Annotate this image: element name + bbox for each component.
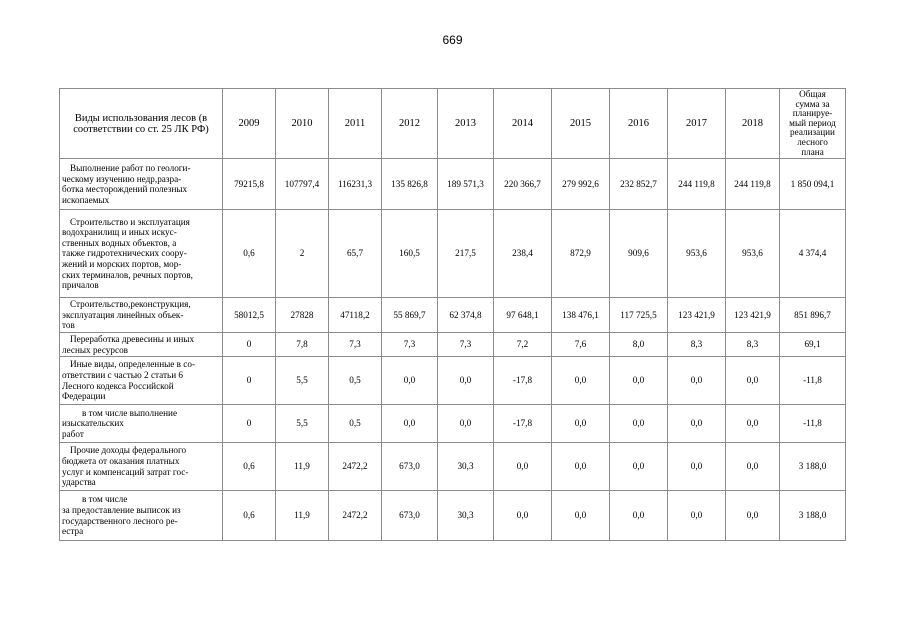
row-label-line: государственного лесного ре- — [62, 515, 178, 526]
row-total-cell: 4 374,4 — [780, 210, 846, 298]
value-cell: 97 648,1 — [494, 298, 552, 333]
value-cell: 189 571,3 — [438, 159, 494, 210]
value-cell: 217,5 — [438, 210, 494, 298]
header-total-line: Общая — [799, 89, 826, 99]
value-cell: 0,0 — [668, 405, 726, 443]
row-label — [60, 210, 223, 298]
row-label-line: эксплуатация линейных объек- — [62, 309, 184, 320]
table-row — [60, 210, 846, 298]
value-cell: 0 — [223, 357, 276, 405]
value-cell: 116231,3 — [329, 159, 382, 210]
value-cell: 279 992,6 — [552, 159, 610, 210]
value-cell: 0,0 — [438, 405, 494, 443]
value-cell: 160,5 — [382, 210, 438, 298]
row-label-line: тов — [62, 320, 75, 331]
value-cell: 138 476,1 — [552, 298, 610, 333]
value-cell: 107797,4 — [276, 159, 329, 210]
value-cell: 123 421,9 — [726, 298, 780, 333]
value-cell: 5,5 — [276, 405, 329, 443]
value-cell: 0,0 — [382, 405, 438, 443]
row-label — [60, 357, 223, 405]
value-cell: 0,0 — [552, 357, 610, 405]
row-label-line: ственных водных объектов, а — [62, 237, 177, 248]
row-total-cell: -11,8 — [780, 405, 846, 443]
row-total-cell: 851 896,7 — [780, 298, 846, 333]
row-label-line: в том числе выполнение — [82, 407, 178, 418]
table-row — [60, 491, 846, 541]
value-cell: 0,0 — [726, 443, 780, 491]
value-cell: 2472,2 — [329, 443, 382, 491]
row-label — [60, 159, 223, 210]
row-label-line: ответствии с частью 2 статьи 6 — [62, 370, 184, 381]
value-cell: 2 — [276, 210, 329, 298]
value-cell: 65,7 — [329, 210, 382, 298]
row-label-line: бюджета от оказания платных — [62, 456, 180, 467]
value-cell: 953,6 — [668, 210, 726, 298]
row-label-line: Выполнение работ по геологи- — [70, 162, 191, 173]
value-cell: 0 — [223, 333, 276, 357]
value-cell: 953,6 — [726, 210, 780, 298]
column-header-year: 2013 — [438, 89, 494, 159]
value-cell: 30,3 — [438, 443, 494, 491]
value-cell: 30,3 — [438, 491, 494, 541]
row-total-cell: 3 188,0 — [780, 491, 846, 541]
value-cell: 0,0 — [668, 491, 726, 541]
page-number: 669 — [442, 33, 463, 47]
value-cell: -17,8 — [494, 357, 552, 405]
value-cell: 8,3 — [726, 333, 780, 357]
row-label — [60, 405, 223, 443]
value-cell: 8,0 — [610, 333, 668, 357]
forest-use-income-table — [59, 88, 846, 541]
value-cell: 0,0 — [610, 405, 668, 443]
row-label-line: лесных ресурсов — [62, 344, 129, 355]
value-cell: 244 119,8 — [726, 159, 780, 210]
value-cell: 0,5 — [329, 405, 382, 443]
value-cell: 909,6 — [610, 210, 668, 298]
row-label-line: в том числе — [82, 494, 128, 505]
row-total-cell: 1 850 094,1 — [780, 159, 846, 210]
value-cell: 7,8 — [276, 333, 329, 357]
value-cell: 0,0 — [552, 405, 610, 443]
table-row — [60, 405, 846, 443]
row-label-line: Иные виды, определенные в со- — [70, 359, 196, 370]
column-header-year: 2009 — [223, 89, 276, 159]
row-label-line: естра — [62, 526, 84, 537]
value-cell: 7,3 — [438, 333, 494, 357]
value-cell: 117 725,5 — [610, 298, 668, 333]
column-header-year: 2011 — [329, 89, 382, 159]
row-label — [60, 491, 223, 541]
value-cell: 0,0 — [610, 491, 668, 541]
value-cell: 2472,2 — [329, 491, 382, 541]
column-header-total — [780, 89, 846, 159]
value-cell: 7,3 — [382, 333, 438, 357]
row-label — [60, 443, 223, 491]
value-cell: 7,3 — [329, 333, 382, 357]
row-total-cell: 69,1 — [780, 333, 846, 357]
value-cell: 5,5 — [276, 357, 329, 405]
column-header-year: 2017 — [668, 89, 726, 159]
value-cell: -17,8 — [494, 405, 552, 443]
column-header-year: 2016 — [610, 89, 668, 159]
value-cell: 232 852,7 — [610, 159, 668, 210]
value-cell: 123 421,9 — [668, 298, 726, 333]
header-total-line: реализации — [790, 127, 835, 138]
column-header-year: 2015 — [552, 89, 610, 159]
value-cell: 673,0 — [382, 443, 438, 491]
row-label — [60, 298, 223, 333]
row-label-line: за предоставление выписок из — [62, 505, 181, 516]
row-label-line: жений и морских портов, мор- — [62, 258, 182, 269]
row-label-line: ископаемых — [62, 194, 110, 205]
value-cell: 7,2 — [494, 333, 552, 357]
value-cell: 0,6 — [223, 491, 276, 541]
value-cell: 0 — [223, 405, 276, 443]
value-cell: 0,0 — [382, 357, 438, 405]
value-cell: 11,9 — [276, 491, 329, 541]
value-cell: 0,0 — [668, 443, 726, 491]
row-label-line: работ — [62, 428, 84, 439]
row-label-line: Федерации — [62, 391, 106, 402]
value-cell: 55 869,7 — [382, 298, 438, 333]
row-label-line: ских терминалов, речных портов, — [62, 269, 193, 280]
table-row — [60, 298, 846, 333]
column-header-year: 2014 — [494, 89, 552, 159]
value-cell: 47118,2 — [329, 298, 382, 333]
row-label-line: ботка месторождений полезных — [62, 184, 188, 195]
value-cell: 0,0 — [668, 357, 726, 405]
value-cell: 0,5 — [329, 357, 382, 405]
value-cell: 135 826,8 — [382, 159, 438, 210]
row-label-line: водохранилищ и иных искус- — [62, 227, 177, 238]
row-total-cell: -11,8 — [780, 357, 846, 405]
value-cell: 62 374,8 — [438, 298, 494, 333]
value-cell: 673,0 — [382, 491, 438, 541]
value-cell: 0,0 — [726, 357, 780, 405]
value-cell: 0,0 — [552, 443, 610, 491]
row-total-cell: 3 188,0 — [780, 443, 846, 491]
row-label-line: ческому изучению недр,разра- — [62, 173, 182, 184]
header-total-line: плана — [801, 146, 824, 157]
table-row — [60, 357, 846, 405]
table-header-row — [60, 89, 846, 159]
table-row — [60, 443, 846, 491]
row-label-line: причалов — [62, 280, 99, 291]
column-header-use-type: Виды использования лесов (в соответствии со ст. 25 ЛК РФ) — [60, 89, 223, 159]
value-cell: 238,4 — [494, 210, 552, 298]
value-cell: 0,0 — [552, 491, 610, 541]
column-header-year: 2010 — [276, 89, 329, 159]
value-cell: 0,0 — [726, 491, 780, 541]
header-total-line: лесного — [797, 136, 828, 147]
header-total-line: мый период — [789, 117, 836, 128]
value-cell: 79215,8 — [223, 159, 276, 210]
value-cell: 7,6 — [552, 333, 610, 357]
value-cell: 27828 — [276, 298, 329, 333]
value-cell: 244 119,8 — [668, 159, 726, 210]
table-row — [60, 333, 846, 357]
value-cell: 0,6 — [223, 210, 276, 298]
row-label-line: изыскательских — [62, 418, 124, 429]
value-cell: 872,9 — [552, 210, 610, 298]
row-label — [60, 333, 223, 357]
value-cell: 0,0 — [610, 357, 668, 405]
value-cell: 220 366,7 — [494, 159, 552, 210]
column-header-year: 2012 — [382, 89, 438, 159]
row-label-line: Прочие доходы федерального — [70, 445, 187, 456]
table-body — [60, 159, 846, 541]
row-label-line: Лесного кодекса Российской — [62, 380, 174, 391]
value-cell: 0,0 — [494, 491, 552, 541]
row-label-line: ударства — [62, 477, 96, 488]
row-label-line: Строительство,реконструкция, — [70, 299, 191, 310]
row-label-line: услуг и компенсаций затрат гос- — [62, 466, 189, 477]
value-cell: 8,3 — [668, 333, 726, 357]
value-cell: 11,9 — [276, 443, 329, 491]
value-cell: 0,0 — [610, 443, 668, 491]
row-label-line: Строительство и эксплуатация — [70, 216, 190, 227]
value-cell: 0,6 — [223, 443, 276, 491]
row-label-line: Переработка древесины и иных — [70, 334, 195, 345]
value-cell: 0,0 — [438, 357, 494, 405]
row-label-line: также гидротехнических соору- — [62, 248, 187, 259]
value-cell: 0,0 — [494, 443, 552, 491]
column-header-year: 2018 — [726, 89, 780, 159]
value-cell: 0,0 — [726, 405, 780, 443]
value-cell: 58012,5 — [223, 298, 276, 333]
header-total-line: планируе- — [792, 108, 833, 119]
header-total-line: сумма за — [795, 98, 830, 109]
table-row — [60, 159, 846, 210]
